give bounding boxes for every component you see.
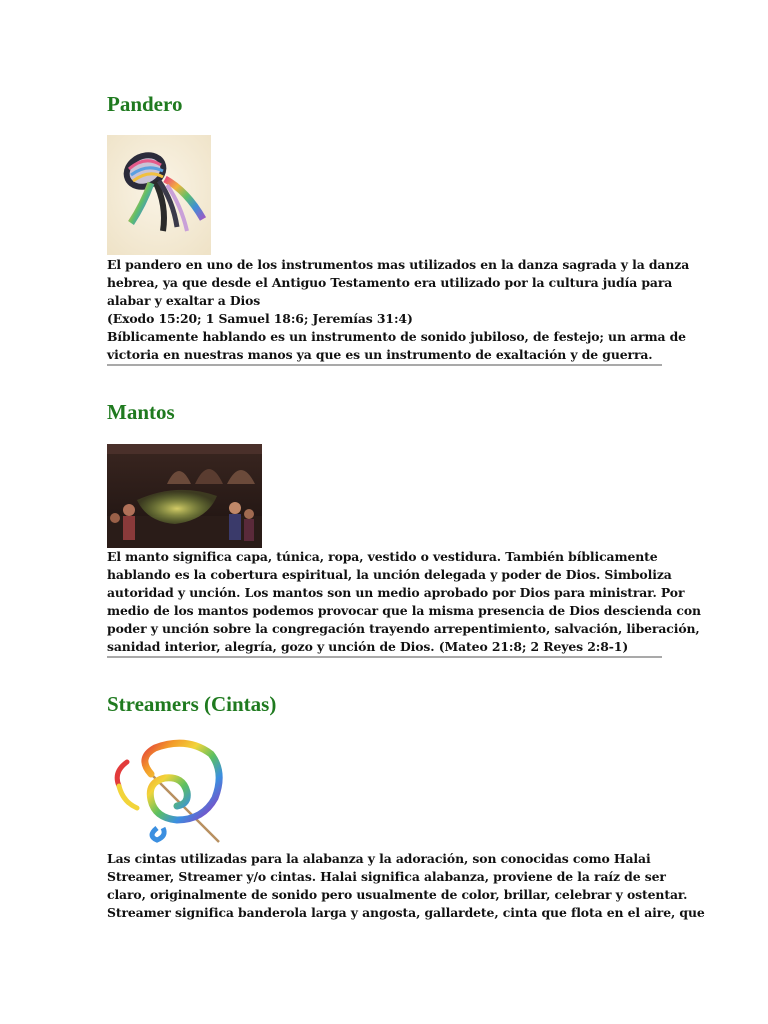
section-title-pandero: Pandero [107, 92, 183, 116]
tambourine-with-ribbons-image [107, 135, 211, 255]
section-title-streamers: Streamers (Cintas) [107, 692, 277, 716]
dancers-with-mantles-photo [107, 444, 262, 548]
text-line: hebrea, ya que desde el Antiguo Testamento era utilizado por la cultura judía para [107, 275, 673, 290]
section-title-mantos: Mantos [107, 400, 175, 424]
text-line: (Exodo 15:20; 1 Samuel 18:6; Jeremías 31:4) [107, 311, 413, 326]
section-divider [107, 656, 662, 658]
text-line: Bíblicamente hablando es un instrumento de sonido jubiloso, de festejo; un arma de [107, 329, 686, 344]
text-line: Streamer significa banderola larga y angosta, gallardete, cinta que flota en el aire, que [107, 905, 705, 920]
text-line: poder y unción sobre la congregación trayendo arrepentimiento, salvación, liberación, [107, 621, 700, 636]
rainbow-ribbon-streamer-image [107, 736, 227, 848]
pandero-paragraph [107, 256, 690, 364]
text-line: Streamer, Streamer y/o cintas. Halai significa alabanza, proviene de la raíz de ser [107, 869, 666, 884]
text-line: Las cintas utilizadas para la alabanza y la adoración, son conocidas como Halai [107, 851, 651, 866]
text-line: victoria en nuestras manos ya que es un instrumento de exaltación y de guerra. [107, 347, 653, 362]
text-line: claro, originalmente de sonido pero usualmente de color, brillar, celebrar y ostentar. [107, 887, 688, 902]
section-divider [107, 364, 662, 366]
mantos-paragraph [107, 548, 701, 656]
text-line: autoridad y unción. Los mantos son un medio aprobado por Dios para ministrar. Por [107, 585, 685, 600]
text-line: El manto significa capa, túnica, ropa, vestido o vestidura. También bíblicamente [107, 549, 658, 564]
streamers-paragraph [107, 850, 705, 922]
text-line: sanidad interior, alegría, gozo y unción de Dios. (Mateo 21:8; 2 Reyes 2:8-1) [107, 639, 629, 654]
text-line: hablando es la cobertura espiritual, la unción delegada y poder de Dios. Simboliza [107, 567, 672, 582]
text-line: El pandero en uno de los instrumentos mas utilizados en la danza sagrada y la danza [107, 257, 690, 272]
text-line: medio de los mantos podemos provocar que la misma presencia de Dios descienda con [107, 603, 701, 618]
text-line: alabar y exaltar a Dios [107, 293, 261, 308]
